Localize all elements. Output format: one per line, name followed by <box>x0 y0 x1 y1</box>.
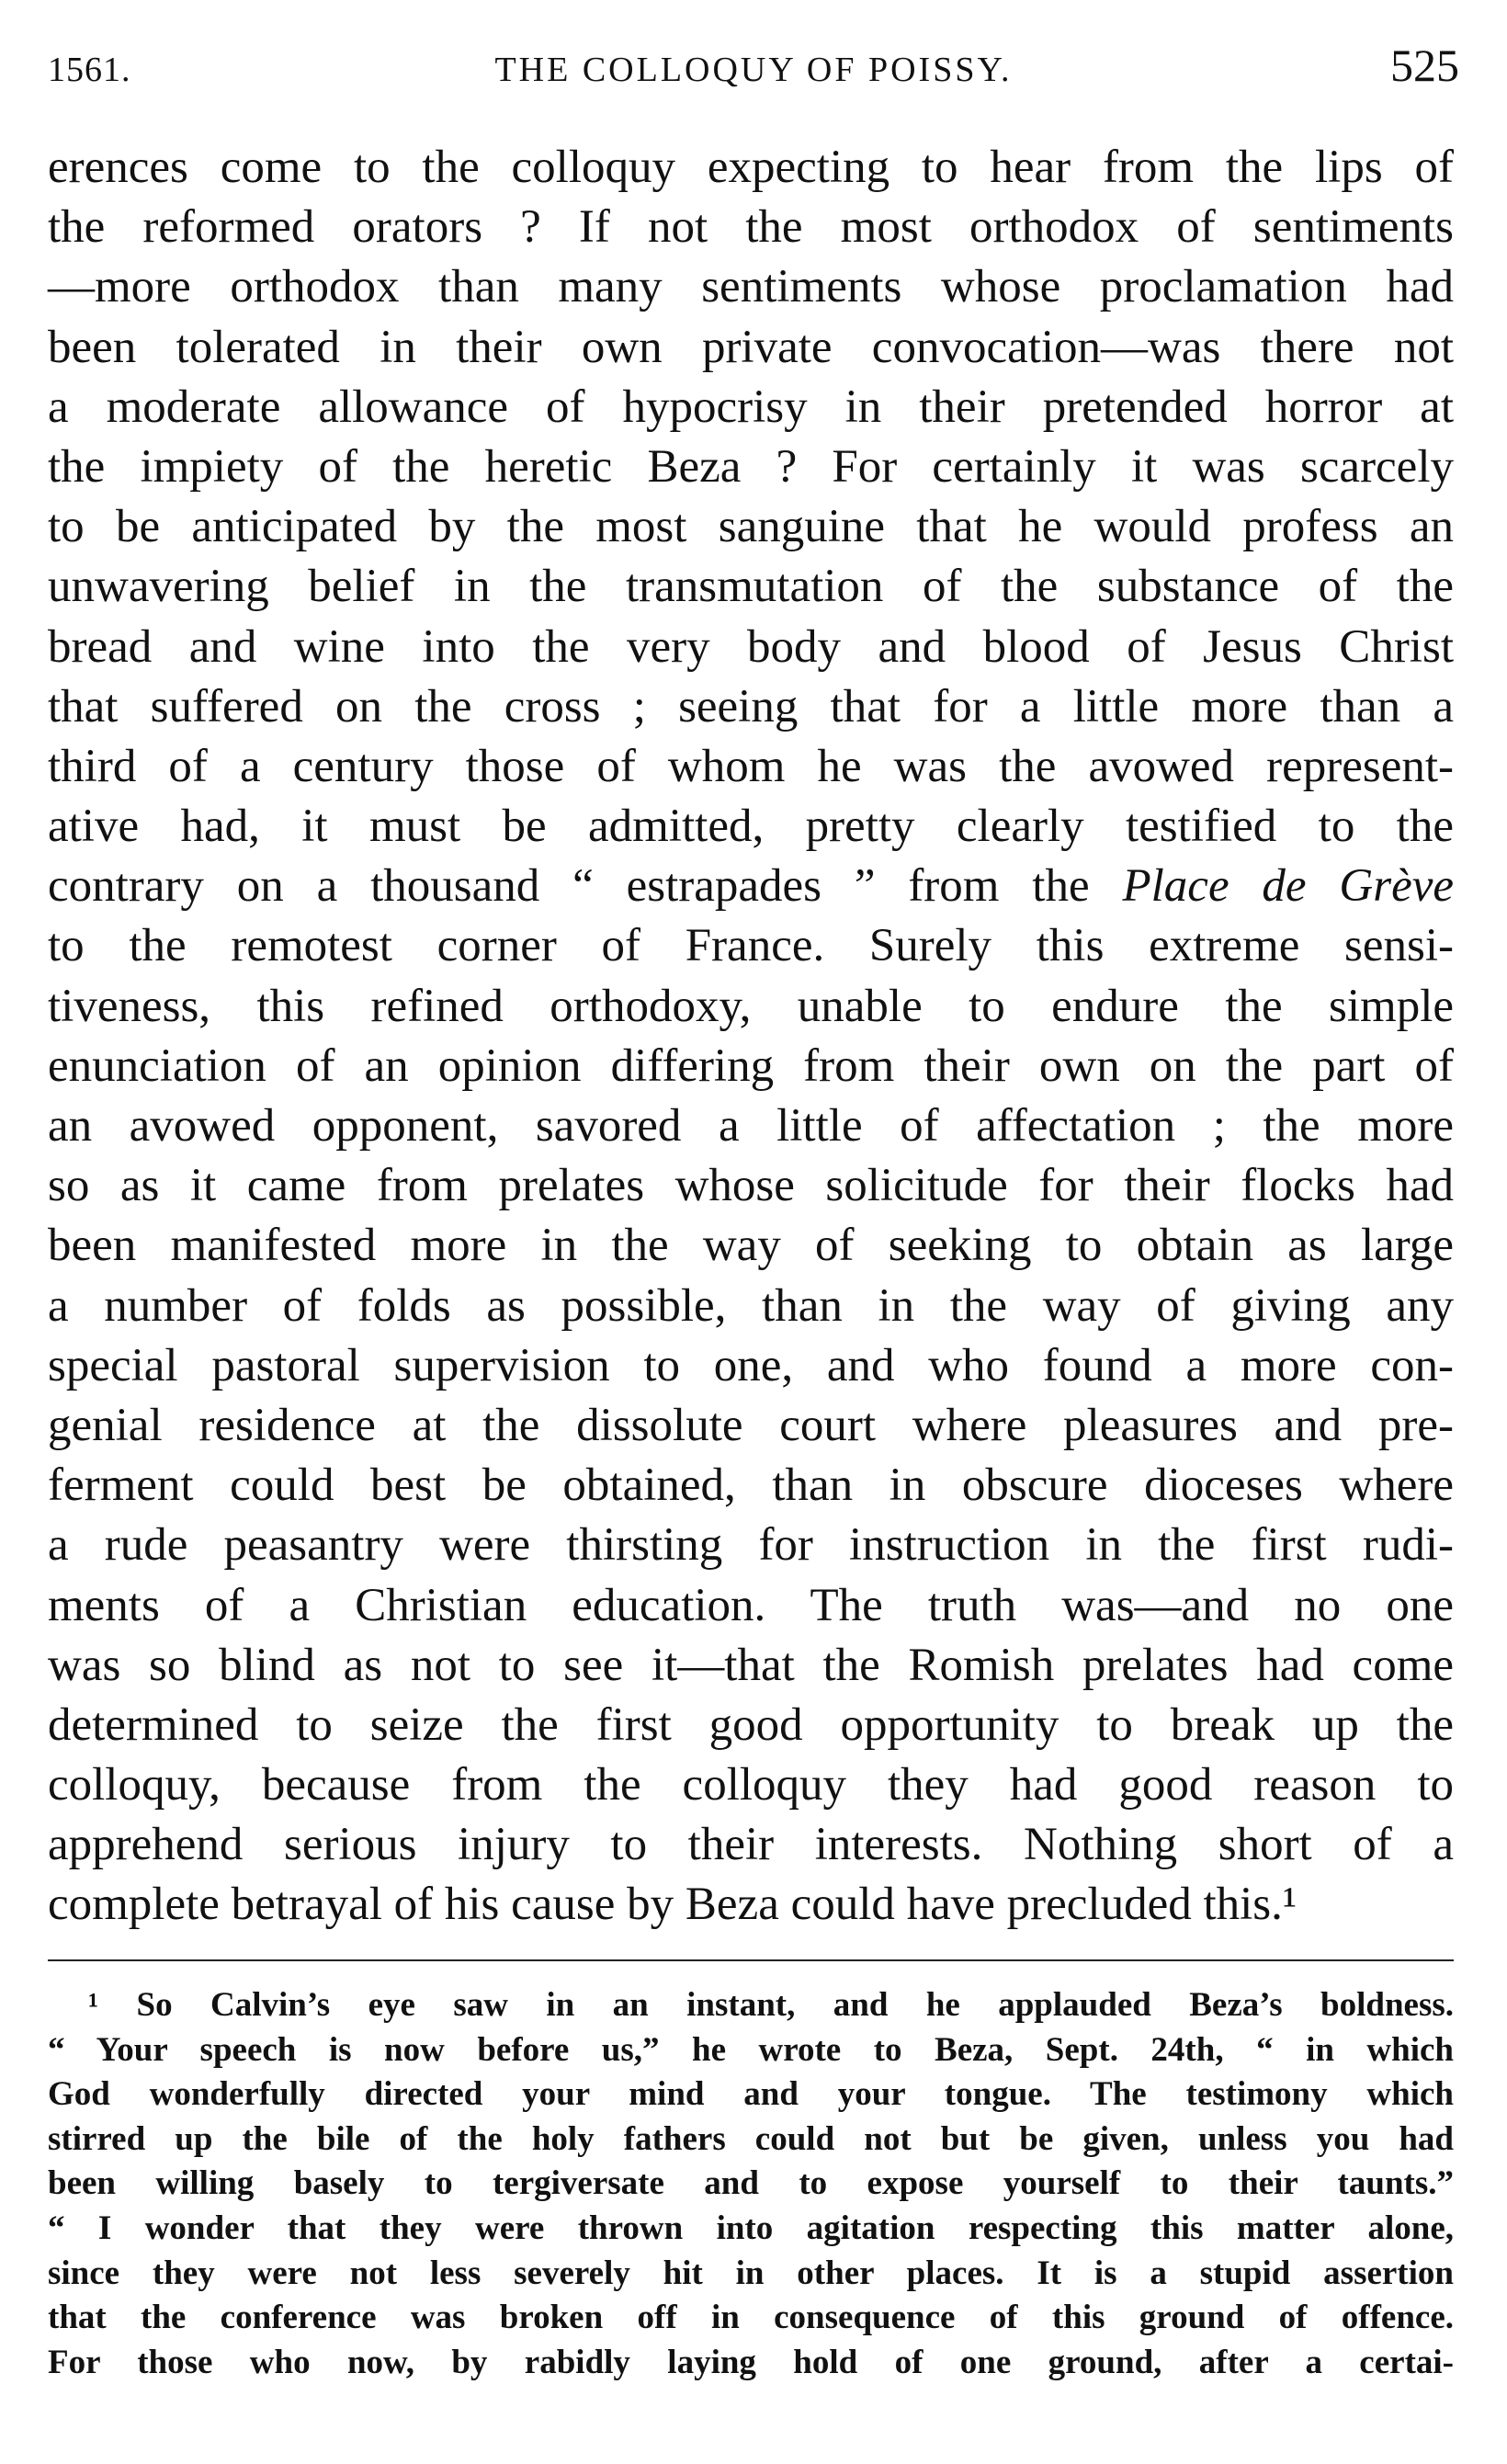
footnote-line: “ I wonder that they were thrown into agitation respecting this matter alone, <box>48 2209 1454 2247</box>
body-line: ments of a Christian education. The truth was—and no one <box>48 1579 1454 1631</box>
footnote-line: stirred up the bile of the holy fathers could not but be given, unless you had <box>48 2119 1454 2158</box>
body-line: to the remotest corner of France. Surely this extreme sensi- <box>48 920 1454 972</box>
footnote-line: been willing basely to tergiversate and to expose yourself to their taunts.” <box>48 2164 1454 2203</box>
body-line: erences come to the colloquy expecting to hear from the lips of <box>48 142 1454 193</box>
body-line: was so blind as not to see it—that the Romish prelates had come <box>48 1639 1454 1691</box>
body-line: a number of folds as possible, than in the way of giving any <box>48 1279 1454 1332</box>
header-year: 1561. <box>48 51 131 89</box>
body-line: a moderate allowance of hypocrisy in their pretended horror at <box>48 380 1454 433</box>
body-line: tiveness, this refined orthodoxy, unable to endure the simple <box>48 980 1454 1032</box>
footnote-line: ¹ So Calvin’s eye saw in an instant, and he applauded Beza’s boldness. <box>88 1986 1454 2024</box>
body-line: the impiety of the heretic Beza ? For certainly it was scarcely <box>48 440 1454 493</box>
footnote-line: that the conference was broken off in consequence of this ground of offence. <box>48 2299 1454 2337</box>
running-header <box>48 39 1459 103</box>
body-line: been tolerated in their own private convocation—was there not <box>48 321 1454 373</box>
body-line: unwavering belief in the transmutation of the substance of the <box>48 561 1454 613</box>
body-line-with-italic <box>48 857 1454 916</box>
footnote-line: God wonderfully directed your mind and your tongue. The testimony which <box>48 2075 1454 2114</box>
italic-place-name: Place de Grève <box>1122 860 1455 913</box>
body-line: bread and wine into the very body and blood of Jesus Christ <box>48 620 1454 673</box>
body-line: ferment could best be obtained, than in obscure dioceses where <box>48 1459 1454 1512</box>
footnote-divider <box>48 1959 1454 1961</box>
footnote-line: since they were not less severely hit in other places. It is a stupid assertion <box>48 2254 1454 2292</box>
body-line: —more orthodox than many sentiments whose proclamation had <box>48 261 1454 313</box>
footnote-line: For those who now, by rabidly laying hold of one ground, after a certai- <box>48 2343 1454 2381</box>
body-line: so as it came from prelates whose solicitude for their flocks had <box>48 1160 1454 1212</box>
body-line: been manifested more in the way of seeking to obtain as large <box>48 1220 1454 1272</box>
page-number: 525 <box>1390 40 1459 91</box>
body-line: enunciation of an opinion differing from their own on the part of <box>48 1039 1454 1092</box>
body-text <box>48 138 1454 1936</box>
body-line: apprehend serious injury to their interests. Nothing short of a <box>48 1819 1454 1871</box>
body-line: a rude peasantry were thirsting for instruction in the first rudi- <box>48 1519 1454 1572</box>
body-line-roman-part: contrary on a thousand “ estrapades ” from the <box>48 860 1090 913</box>
footnote <box>48 1983 1454 2385</box>
body-line: the reformed orators ? If not the most orthodox of sentiments <box>48 201 1454 254</box>
body-line: an avowed opponent, savored a little of affectation ; the more <box>48 1100 1454 1152</box>
body-line: colloquy, because from the colloquy they had good reason to <box>48 1759 1454 1811</box>
body-line: ative had, it must be admitted, pretty clearly testified to the <box>48 801 1454 853</box>
header-title: THE COLLOQUY OF POISSY. <box>494 51 1013 89</box>
footnote-line: “ Your speech is now before us,” he wrote to Beza, Sept. 24th, “ in which <box>48 2030 1454 2069</box>
body-line: complete betrayal of his cause by Beza could have precluded this.¹ <box>48 1879 1297 1931</box>
body-line: determined to seize the first good opportunity to break up the <box>48 1698 1454 1751</box>
body-line: special pastoral supervision to one, and who found a more con- <box>48 1339 1454 1391</box>
body-line: third of a century those of whom he was the avowed represent- <box>48 740 1454 792</box>
body-line: to be anticipated by the most sanguine that he would profess an <box>48 501 1454 553</box>
body-line: that suffered on the cross ; seeing that for a little more than a <box>48 680 1454 732</box>
body-line: genial residence at the dissolute court where pleasures and pre- <box>48 1399 1454 1451</box>
